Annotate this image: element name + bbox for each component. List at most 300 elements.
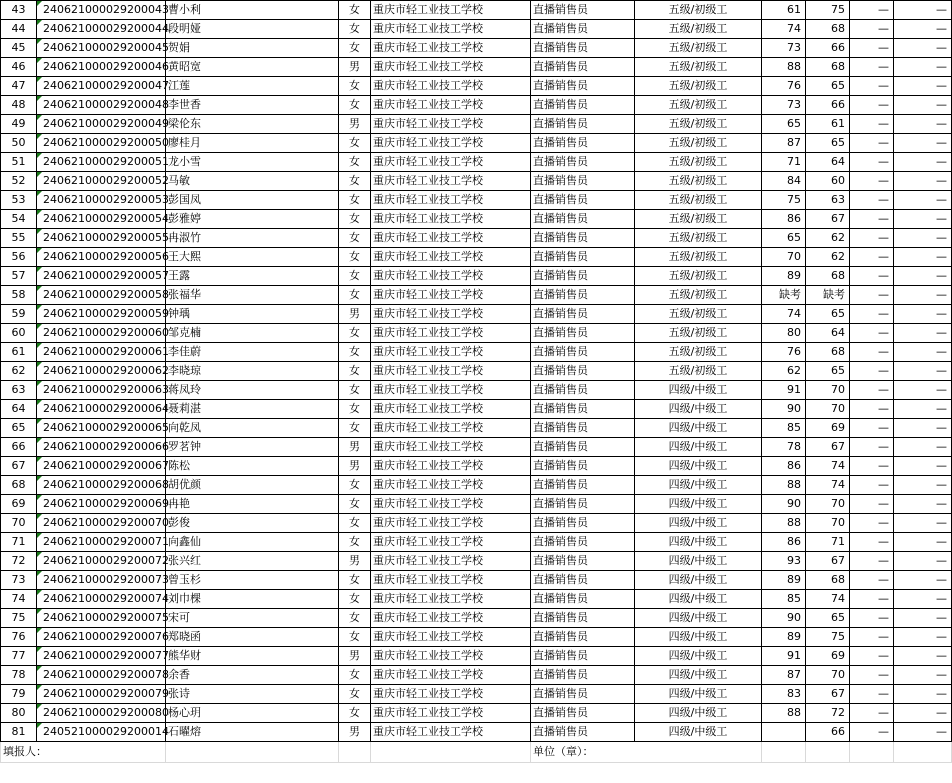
row-number: 73	[1, 571, 37, 590]
dash-cell: —	[850, 628, 894, 647]
theory-score: 85	[762, 590, 806, 609]
skill-level: 四级/中级工	[635, 476, 762, 495]
school-name: 重庆市轻工业技工学校	[371, 704, 531, 723]
table-row	[1, 362, 952, 381]
dash-cell: —	[894, 77, 952, 96]
occupation: 直播销售员	[531, 495, 635, 514]
candidate-name: 郑晓函	[166, 628, 339, 647]
row-number: 74	[1, 590, 37, 609]
gender: 女	[339, 286, 371, 305]
dash-cell: —	[894, 400, 952, 419]
skill-level: 四级/中级工	[635, 552, 762, 571]
occupation: 直播销售员	[531, 647, 635, 666]
skill-level: 四级/中级工	[635, 723, 762, 742]
gender: 女	[339, 324, 371, 343]
registration-id: 240621000029200066	[37, 438, 166, 457]
theory-score: 86	[762, 210, 806, 229]
candidate-name: 张诗	[166, 685, 339, 704]
candidate-name: 熊华财	[166, 647, 339, 666]
row-number: 46	[1, 58, 37, 77]
dash-cell: —	[894, 305, 952, 324]
row-number: 79	[1, 685, 37, 704]
skill-level: 五级/初级工	[635, 286, 762, 305]
dash-cell: —	[850, 58, 894, 77]
school-name: 重庆市轻工业技工学校	[371, 609, 531, 628]
school-name: 重庆市轻工业技工学校	[371, 476, 531, 495]
school-name: 重庆市轻工业技工学校	[371, 343, 531, 362]
theory-score: 74	[762, 20, 806, 39]
row-number: 72	[1, 552, 37, 571]
dash-cell: —	[850, 343, 894, 362]
registration-id: 240621000029200068	[37, 476, 166, 495]
candidate-name: 廖桂月	[166, 134, 339, 153]
practical-score: 69	[806, 647, 850, 666]
skill-level: 四级/中级工	[635, 590, 762, 609]
theory-score: 88	[762, 476, 806, 495]
dash-cell: —	[850, 362, 894, 381]
registration-id: 240621000029200064	[37, 400, 166, 419]
school-name: 重庆市轻工业技工学校	[371, 115, 531, 134]
gender: 女	[339, 210, 371, 229]
school-name: 重庆市轻工业技工学校	[371, 628, 531, 647]
registration-id: 240621000029200080	[37, 704, 166, 723]
dash-cell: —	[894, 324, 952, 343]
dash-cell: —	[850, 77, 894, 96]
dash-cell: —	[850, 324, 894, 343]
dash-cell: —	[894, 286, 952, 305]
practical-score: 71	[806, 533, 850, 552]
dash-cell: —	[894, 438, 952, 457]
dash-cell: —	[894, 381, 952, 400]
gender: 女	[339, 571, 371, 590]
dash-cell: —	[850, 590, 894, 609]
row-number: 76	[1, 628, 37, 647]
gender: 女	[339, 419, 371, 438]
dash-cell: —	[850, 495, 894, 514]
gender: 男	[339, 438, 371, 457]
candidate-name: 王大熙	[166, 248, 339, 267]
practical-score: 72	[806, 704, 850, 723]
registration-id: 240621000029200053	[37, 191, 166, 210]
skill-level: 四级/中级工	[635, 628, 762, 647]
registration-id: 240621000029200072	[37, 552, 166, 571]
practical-score: 67	[806, 685, 850, 704]
occupation: 直播销售员	[531, 476, 635, 495]
registration-id: 240621000029200070	[37, 514, 166, 533]
footer-cell	[371, 742, 531, 763]
school-name: 重庆市轻工业技工学校	[371, 248, 531, 267]
occupation: 直播销售员	[531, 571, 635, 590]
dash-cell: —	[850, 438, 894, 457]
occupation: 直播销售员	[531, 628, 635, 647]
registration-id: 240621000029200054	[37, 210, 166, 229]
registration-id: 240621000029200047	[37, 77, 166, 96]
candidate-name: 龙小雪	[166, 153, 339, 172]
practical-score: 66	[806, 723, 850, 742]
dash-cell: —	[894, 267, 952, 286]
gender: 女	[339, 1, 371, 20]
school-name: 重庆市轻工业技工学校	[371, 647, 531, 666]
dash-cell: —	[850, 533, 894, 552]
theory-score: 90	[762, 400, 806, 419]
footer-cell	[894, 742, 952, 763]
school-name: 重庆市轻工业技工学校	[371, 381, 531, 400]
candidate-name: 杨心玥	[166, 704, 339, 723]
theory-score: 83	[762, 685, 806, 704]
table-row	[1, 533, 952, 552]
dash-cell: —	[894, 191, 952, 210]
practical-score: 62	[806, 229, 850, 248]
registration-id: 240621000029200043	[37, 1, 166, 20]
row-number: 81	[1, 723, 37, 742]
theory-score: 88	[762, 514, 806, 533]
table-row	[1, 96, 952, 115]
footer-cell	[806, 742, 850, 763]
dash-cell: —	[894, 533, 952, 552]
gender: 女	[339, 533, 371, 552]
dash-cell: —	[850, 229, 894, 248]
skill-level: 五级/初级工	[635, 172, 762, 191]
gender: 女	[339, 704, 371, 723]
theory-score: 89	[762, 267, 806, 286]
occupation: 直播销售员	[531, 153, 635, 172]
occupation: 直播销售员	[531, 685, 635, 704]
dash-cell: —	[894, 362, 952, 381]
school-name: 重庆市轻工业技工学校	[371, 533, 531, 552]
row-number: 71	[1, 533, 37, 552]
practical-score: 70	[806, 514, 850, 533]
dash-cell: —	[894, 514, 952, 533]
gender: 女	[339, 191, 371, 210]
candidate-name: 王露	[166, 267, 339, 286]
dash-cell: —	[894, 609, 952, 628]
skill-level: 四级/中级工	[635, 381, 762, 400]
school-name: 重庆市轻工业技工学校	[371, 267, 531, 286]
school-name: 重庆市轻工业技工学校	[371, 1, 531, 20]
row-number: 55	[1, 229, 37, 248]
dash-cell: —	[894, 704, 952, 723]
skill-level: 四级/中级工	[635, 685, 762, 704]
table-row	[1, 20, 952, 39]
dash-cell: —	[850, 514, 894, 533]
school-name: 重庆市轻工业技工学校	[371, 305, 531, 324]
skill-level: 五级/初级工	[635, 267, 762, 286]
skill-level: 五级/初级工	[635, 58, 762, 77]
row-number: 69	[1, 495, 37, 514]
school-name: 重庆市轻工业技工学校	[371, 666, 531, 685]
row-number: 68	[1, 476, 37, 495]
table-row	[1, 495, 952, 514]
table-row	[1, 723, 952, 742]
gender: 女	[339, 134, 371, 153]
dash-cell: —	[850, 1, 894, 20]
table-row	[1, 590, 952, 609]
skill-level: 五级/初级工	[635, 39, 762, 58]
skill-level: 五级/初级工	[635, 210, 762, 229]
dash-cell: —	[894, 210, 952, 229]
theory-score: 90	[762, 495, 806, 514]
table-row	[1, 1, 952, 20]
table-row	[1, 58, 952, 77]
practical-score: 68	[806, 267, 850, 286]
candidate-name: 邹克楠	[166, 324, 339, 343]
dash-cell: —	[850, 609, 894, 628]
occupation: 直播销售员	[531, 286, 635, 305]
row-number: 63	[1, 381, 37, 400]
row-number: 65	[1, 419, 37, 438]
practical-score: 74	[806, 457, 850, 476]
school-name: 重庆市轻工业技工学校	[371, 438, 531, 457]
candidate-name: 张兴红	[166, 552, 339, 571]
theory-score: 80	[762, 324, 806, 343]
school-name: 重庆市轻工业技工学校	[371, 552, 531, 571]
school-name: 重庆市轻工业技工学校	[371, 400, 531, 419]
practical-score: 64	[806, 324, 850, 343]
row-number: 43	[1, 1, 37, 20]
occupation: 直播销售员	[531, 609, 635, 628]
dash-cell: —	[850, 286, 894, 305]
theory-score: 93	[762, 552, 806, 571]
registration-id: 240621000029200061	[37, 343, 166, 362]
occupation: 直播销售员	[531, 457, 635, 476]
registration-id: 240621000029200045	[37, 39, 166, 58]
registration-id: 240621000029200076	[37, 628, 166, 647]
registration-id: 240621000029200044	[37, 20, 166, 39]
table-row	[1, 286, 952, 305]
practical-score: 68	[806, 571, 850, 590]
row-number: 47	[1, 77, 37, 96]
school-name: 重庆市轻工业技工学校	[371, 286, 531, 305]
dash-cell: —	[894, 96, 952, 115]
practical-score: 64	[806, 153, 850, 172]
candidate-name: 梁伦东	[166, 115, 339, 134]
theory-score: 85	[762, 419, 806, 438]
practical-score: 62	[806, 248, 850, 267]
table-row	[1, 457, 952, 476]
table-row	[1, 324, 952, 343]
candidate-name: 彭雅婷	[166, 210, 339, 229]
registration-id: 240621000029200067	[37, 457, 166, 476]
row-number: 58	[1, 286, 37, 305]
row-number: 66	[1, 438, 37, 457]
candidate-name: 向乾凤	[166, 419, 339, 438]
skill-level: 四级/中级工	[635, 666, 762, 685]
gender: 女	[339, 628, 371, 647]
row-number: 80	[1, 704, 37, 723]
theory-score: 89	[762, 571, 806, 590]
registration-id: 240621000029200048	[37, 96, 166, 115]
dash-cell: —	[850, 552, 894, 571]
skill-level: 五级/初级工	[635, 134, 762, 153]
dash-cell: —	[850, 20, 894, 39]
school-name: 重庆市轻工业技工学校	[371, 153, 531, 172]
registration-id: 240621000029200078	[37, 666, 166, 685]
practical-score: 67	[806, 210, 850, 229]
dash-cell: —	[894, 58, 952, 77]
occupation: 直播销售员	[531, 723, 635, 742]
table-row	[1, 609, 952, 628]
registration-id: 240621000029200049	[37, 115, 166, 134]
table-row	[1, 191, 952, 210]
dash-cell: —	[850, 96, 894, 115]
registration-id: 240621000029200063	[37, 381, 166, 400]
table-row	[1, 647, 952, 666]
table-row	[1, 39, 952, 58]
dash-cell: —	[850, 666, 894, 685]
table-row	[1, 476, 952, 495]
candidate-name: 彭俊	[166, 514, 339, 533]
registration-id: 240621000029200059	[37, 305, 166, 324]
row-number: 64	[1, 400, 37, 419]
occupation: 直播销售员	[531, 229, 635, 248]
registration-id: 240621000029200058	[37, 286, 166, 305]
registration-id: 240621000029200065	[37, 419, 166, 438]
registration-id: 240621000029200051	[37, 153, 166, 172]
practical-score: 70	[806, 381, 850, 400]
school-name: 重庆市轻工业技工学校	[371, 134, 531, 153]
gender: 女	[339, 20, 371, 39]
occupation: 直播销售员	[531, 58, 635, 77]
gender: 女	[339, 229, 371, 248]
dash-cell: —	[850, 210, 894, 229]
gender: 男	[339, 647, 371, 666]
theory-score: 61	[762, 1, 806, 20]
row-number: 49	[1, 115, 37, 134]
dash-cell: —	[894, 115, 952, 134]
occupation: 直播销售员	[531, 77, 635, 96]
practical-score: 74	[806, 590, 850, 609]
school-name: 重庆市轻工业技工学校	[371, 210, 531, 229]
table-row	[1, 305, 952, 324]
candidate-name: 黄昭宽	[166, 58, 339, 77]
gender: 女	[339, 153, 371, 172]
occupation: 直播销售员	[531, 267, 635, 286]
practical-score: 70	[806, 666, 850, 685]
registration-id: 240621000029200079	[37, 685, 166, 704]
candidate-name: 张福华	[166, 286, 339, 305]
registration-id: 240621000029200057	[37, 267, 166, 286]
gender: 女	[339, 514, 371, 533]
occupation: 直播销售员	[531, 1, 635, 20]
skill-level: 五级/初级工	[635, 305, 762, 324]
footer-cell	[166, 742, 339, 763]
dash-cell: —	[894, 343, 952, 362]
occupation: 直播销售员	[531, 96, 635, 115]
unit-label: 单位（章）：	[531, 742, 762, 763]
practical-score: 63	[806, 191, 850, 210]
table-row	[1, 153, 952, 172]
skill-level: 五级/初级工	[635, 343, 762, 362]
theory-score: 71	[762, 153, 806, 172]
theory-score: 91	[762, 381, 806, 400]
occupation: 直播销售员	[531, 191, 635, 210]
candidate-name: 曾玉杉	[166, 571, 339, 590]
candidate-name: 江莲	[166, 77, 339, 96]
gender: 女	[339, 77, 371, 96]
practical-score: 68	[806, 58, 850, 77]
practical-score: 66	[806, 39, 850, 58]
gender: 女	[339, 590, 371, 609]
skill-level: 五级/初级工	[635, 96, 762, 115]
candidate-name: 陈松	[166, 457, 339, 476]
school-name: 重庆市轻工业技工学校	[371, 495, 531, 514]
registration-id: 240621000029200069	[37, 495, 166, 514]
candidate-name: 彭国凤	[166, 191, 339, 210]
school-name: 重庆市轻工业技工学校	[371, 191, 531, 210]
candidate-name: 段明娅	[166, 20, 339, 39]
skill-level: 五级/初级工	[635, 1, 762, 20]
dash-cell: —	[850, 381, 894, 400]
table-row	[1, 438, 952, 457]
table-row	[1, 685, 952, 704]
dash-cell: —	[894, 685, 952, 704]
gender: 女	[339, 267, 371, 286]
skill-level: 四级/中级工	[635, 647, 762, 666]
dash-cell: —	[894, 134, 952, 153]
theory-score: 62	[762, 362, 806, 381]
candidate-name: 曹小利	[166, 1, 339, 20]
dash-cell: —	[894, 590, 952, 609]
occupation: 直播销售员	[531, 438, 635, 457]
dash-cell: —	[894, 229, 952, 248]
gender: 女	[339, 96, 371, 115]
dash-cell: —	[894, 476, 952, 495]
gender: 女	[339, 400, 371, 419]
theory-score: 75	[762, 191, 806, 210]
gender: 男	[339, 552, 371, 571]
skill-level: 五级/初级工	[635, 324, 762, 343]
table-row	[1, 172, 952, 191]
row-number: 44	[1, 20, 37, 39]
dash-cell: —	[850, 704, 894, 723]
table-row	[1, 229, 952, 248]
practical-score: 68	[806, 20, 850, 39]
gender: 男	[339, 115, 371, 134]
row-number: 62	[1, 362, 37, 381]
theory-score: 76	[762, 77, 806, 96]
school-name: 重庆市轻工业技工学校	[371, 229, 531, 248]
candidate-name: 刘巾棵	[166, 590, 339, 609]
dash-cell: —	[850, 267, 894, 286]
theory-score: 87	[762, 134, 806, 153]
row-number: 60	[1, 324, 37, 343]
theory-score: 78	[762, 438, 806, 457]
practical-score: 70	[806, 400, 850, 419]
theory-score: 73	[762, 96, 806, 115]
gender: 女	[339, 609, 371, 628]
practical-score: 75	[806, 1, 850, 20]
dash-cell: —	[850, 723, 894, 742]
dash-cell: —	[894, 628, 952, 647]
table-row	[1, 343, 952, 362]
dash-cell: —	[850, 571, 894, 590]
school-name: 重庆市轻工业技工学校	[371, 457, 531, 476]
occupation: 直播销售员	[531, 172, 635, 191]
row-number: 45	[1, 39, 37, 58]
school-name: 重庆市轻工业技工学校	[371, 514, 531, 533]
dash-cell: —	[894, 723, 952, 742]
practical-score: 70	[806, 495, 850, 514]
gender: 女	[339, 39, 371, 58]
dash-cell: —	[894, 552, 952, 571]
practical-score: 66	[806, 96, 850, 115]
theory-score: 88	[762, 704, 806, 723]
dash-cell: —	[850, 419, 894, 438]
theory-score: 65	[762, 229, 806, 248]
row-number: 52	[1, 172, 37, 191]
gender: 女	[339, 381, 371, 400]
skill-level: 四级/中级工	[635, 533, 762, 552]
